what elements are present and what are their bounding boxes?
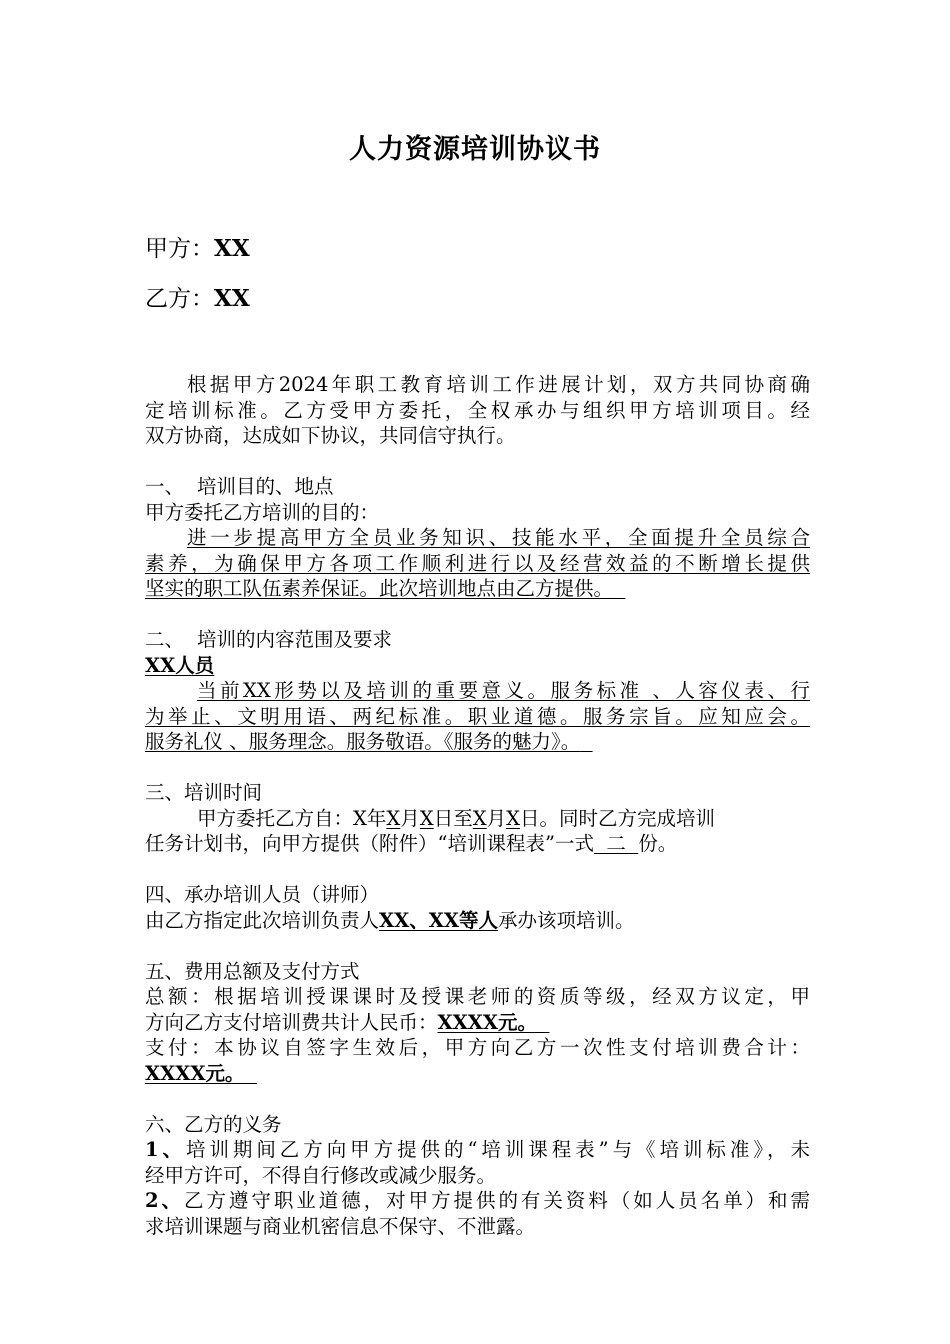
section-4-text: 由乙方指定此次培训负责人XX、XX等人承办该项培训。 [145,908,635,932]
section-6-item: 求培训课题与商业机密信息不保守、不泄露。 [145,1214,536,1238]
section-1-text: 进一步提高甲方全员业务知识、技能水平，全面提升全员综合 [187,526,810,549]
section-2-sub: XX人员 [145,653,215,677]
intro-line: 根据甲方2024年职工教育培训工作进展计划，双方共同协商确 [187,373,810,396]
party-b [145,284,250,314]
party-b-label: 乙方： [145,286,214,312]
pay-amount: XXXX元。 [145,1061,245,1085]
section-1-text-last: 坚实的职工队伍素养保证。此次培训地点由乙方提供。 [145,577,614,600]
section-3-line-2: 任务计划书，向甲方提供（附件）“培训课程表”一式 二 份。 [145,832,678,855]
start-day: X [419,806,434,830]
section-2-text: 为举止、文明用语、两纪标准。职业道德。服务宗旨。应知应会。 [145,704,810,728]
party-a [145,234,250,264]
section-5-total-line-2: 方向乙方支付培训费共计人民币：XXXX元。 [145,1010,538,1034]
section-2-text: 当前XX形势以及培训的重要意义。服务标准 、人容仪表、行 [197,679,810,702]
party-b-value: XX [214,285,250,312]
section-5-pay-line: 支付：本协议自签字生效后，甲方向乙方一次性支付培训费合计： [145,1036,810,1059]
section-1-text: 素养，为确保甲方各项工作顺利进行以及经营效益的不断增长提供 [145,551,810,575]
trainer-names: XX、XX等人 [379,908,499,932]
section-2-text-last: 服务礼仪 、服务理念。服务敬语。《服务的魅力》。 [145,730,581,753]
copies-count: 二 [593,832,639,855]
section-1-heading [145,474,810,500]
section-1-number: 一、 [145,475,185,498]
section-1-title: 培训目的、地点 [197,475,334,498]
section-3-heading: 三、培训时间 [145,781,263,804]
party-a-value: XX [214,235,250,262]
end-day: X [506,806,520,830]
end-month: X [472,806,487,830]
section-2-number: 二、 [145,628,185,651]
intro-line: 定培训标准。乙方受甲方委托，全权承办与组织甲方培训项目。经 [145,398,810,422]
section-5-heading: 五、费用总额及支付方式 [145,959,360,983]
section-5-pay-line-2 [145,1061,810,1087]
section-4-heading: 四、承办培训人员（讲师） [145,883,380,906]
section-2-title: 培训的内容范围及要求 [197,628,393,651]
section-6-heading: 六、乙方的义务 [145,1112,282,1136]
section-6-item: 经甲方许可，不得自行修改或减少服务。 [145,1163,497,1187]
document-title: 人力资源培训协议书 [349,134,601,165]
section-6-item: 1、培训期间乙方向甲方提供的“培训课程表”与《培训标准》，未 [145,1138,810,1161]
section-6-item: 2、乙方遵守职业道德，对甲方提供的有关资料（如人员名单）和需 [145,1189,810,1212]
start-month: X [386,806,401,830]
total-amount: XXXX元。 [437,1010,538,1034]
section-2-heading [145,627,810,653]
section-1-sub: 甲方委托乙方培训的目的： [145,500,380,524]
section-3-line-1: 甲方委托乙方自：X年X月X日至X月X日。同时乙方完成培训 [197,806,716,830]
agreement-body [145,372,810,1239]
party-a-label: 甲方： [145,236,214,262]
section-5-total-line: 总额：根据培训授课课时及授课老师的资质等级，经双方议定，甲 [145,985,810,1008]
intro-line: 双方协商，达成如下协议，共同信守执行。 [145,424,516,447]
